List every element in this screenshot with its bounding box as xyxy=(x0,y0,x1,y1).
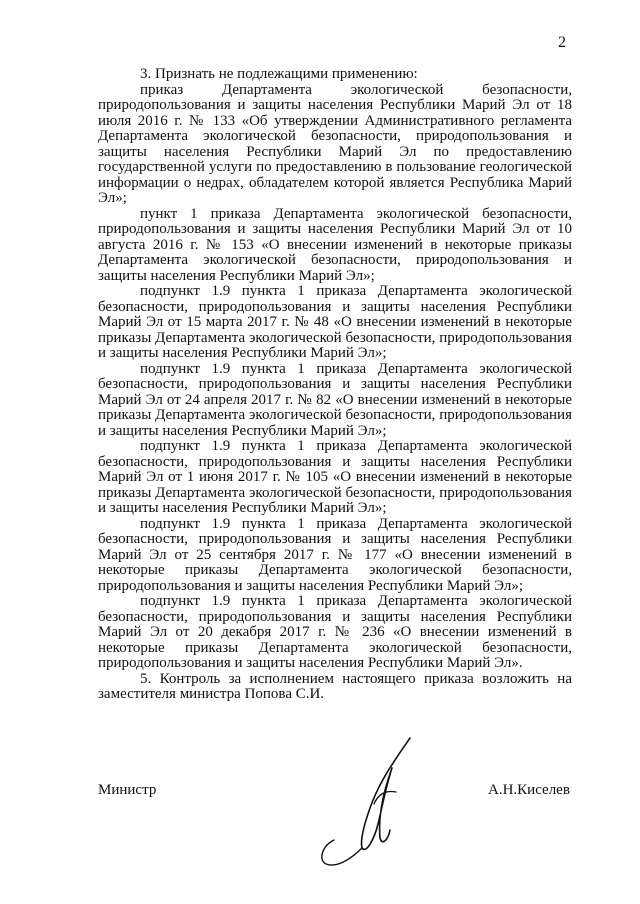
paragraph: 3. Признать не подлежащими применению: xyxy=(140,66,418,82)
paragraph: приказ Департамента экологической безопасности, природопользования и защиты населения Республики Марий Эл от 18 июля 2016 г. № 133 «Об утверждении Административного регламента Департамента экологической безопасности, природопользования и защиты населения Республики Марий Эл по предоставлению государственной услуги по предоставлению в пользование геологической информации о недрах, обладателем которой является Республика Марий Эл»; xyxy=(98,81,572,206)
paragraph: пункт 1 приказа Департамента экологической безопасности, природопользования и защиты населения Республики Марий Эл от 10 августа 2016 г. № 153 «О внесении изменений в некоторые приказы Департамента экологической безопасности, природопользования и защиты населения Республики Марий Эл»; xyxy=(98,205,572,284)
document-body xyxy=(98,67,572,703)
paragraph: подпункт 1.9 пункта 1 приказа Департамента экологической безопасности, природопользования и защиты населения Республики Марий Эл от 24 апреля 2017 г. № 82 «О внесении изменений в некоторые приказы Департамента экологической безопасности, природопользования и защиты населения Республики Марий Эл»; xyxy=(98,360,572,439)
signatory-position: Министр xyxy=(98,782,157,798)
paragraph: подпункт 1.9 пункта 1 приказа Департамента экологической безопасности, природопользования и защиты населения Республики Марий Эл от 1 июня 2017 г. № 105 «О внесении изменений в некоторые приказы Департамента экологической безопасности, природопользования и защиты населения Республики Марий Эл»; xyxy=(98,438,572,516)
paragraph: подпункт 1.9 пункта 1 приказа Департамента экологической безопасности, природопользования и защиты населения Республики Марий Эл от 15 марта 2017 г. № 48 «О внесении изменений в некоторые приказы Департамента экологической безопасности, природопользования и защиты населения Республики Марий Эл»; xyxy=(98,283,572,361)
signatory-name: А.Н.Киселев xyxy=(488,782,570,798)
signature xyxy=(300,720,440,870)
page-number: 2 xyxy=(558,34,566,51)
paragraph: подпункт 1.9 пункта 1 приказа Департамента экологической безопасности, природопользования и защиты населения Республики Марий Эл от 20 декабря 2017 г. № 236 «О внесении изменений в некоторые приказы Департамента экологической безопасности, природопользования и защиты населения Республики Марий Эл». xyxy=(98,593,572,671)
paragraph: 5. Контроль за исполнением настоящего приказа возложить на заместителя министра Попова С.И. xyxy=(98,670,572,702)
paragraph: подпункт 1.9 пункта 1 приказа Департамента экологической безопасности, природопользования и защиты населения Республики Марий Эл от 25 сентября 2017 г. № 177 «О внесении изменений в некоторые приказы Департамента экологической безопасности, природопользования и защиты населения Республики Марий Эл»; xyxy=(98,515,572,594)
